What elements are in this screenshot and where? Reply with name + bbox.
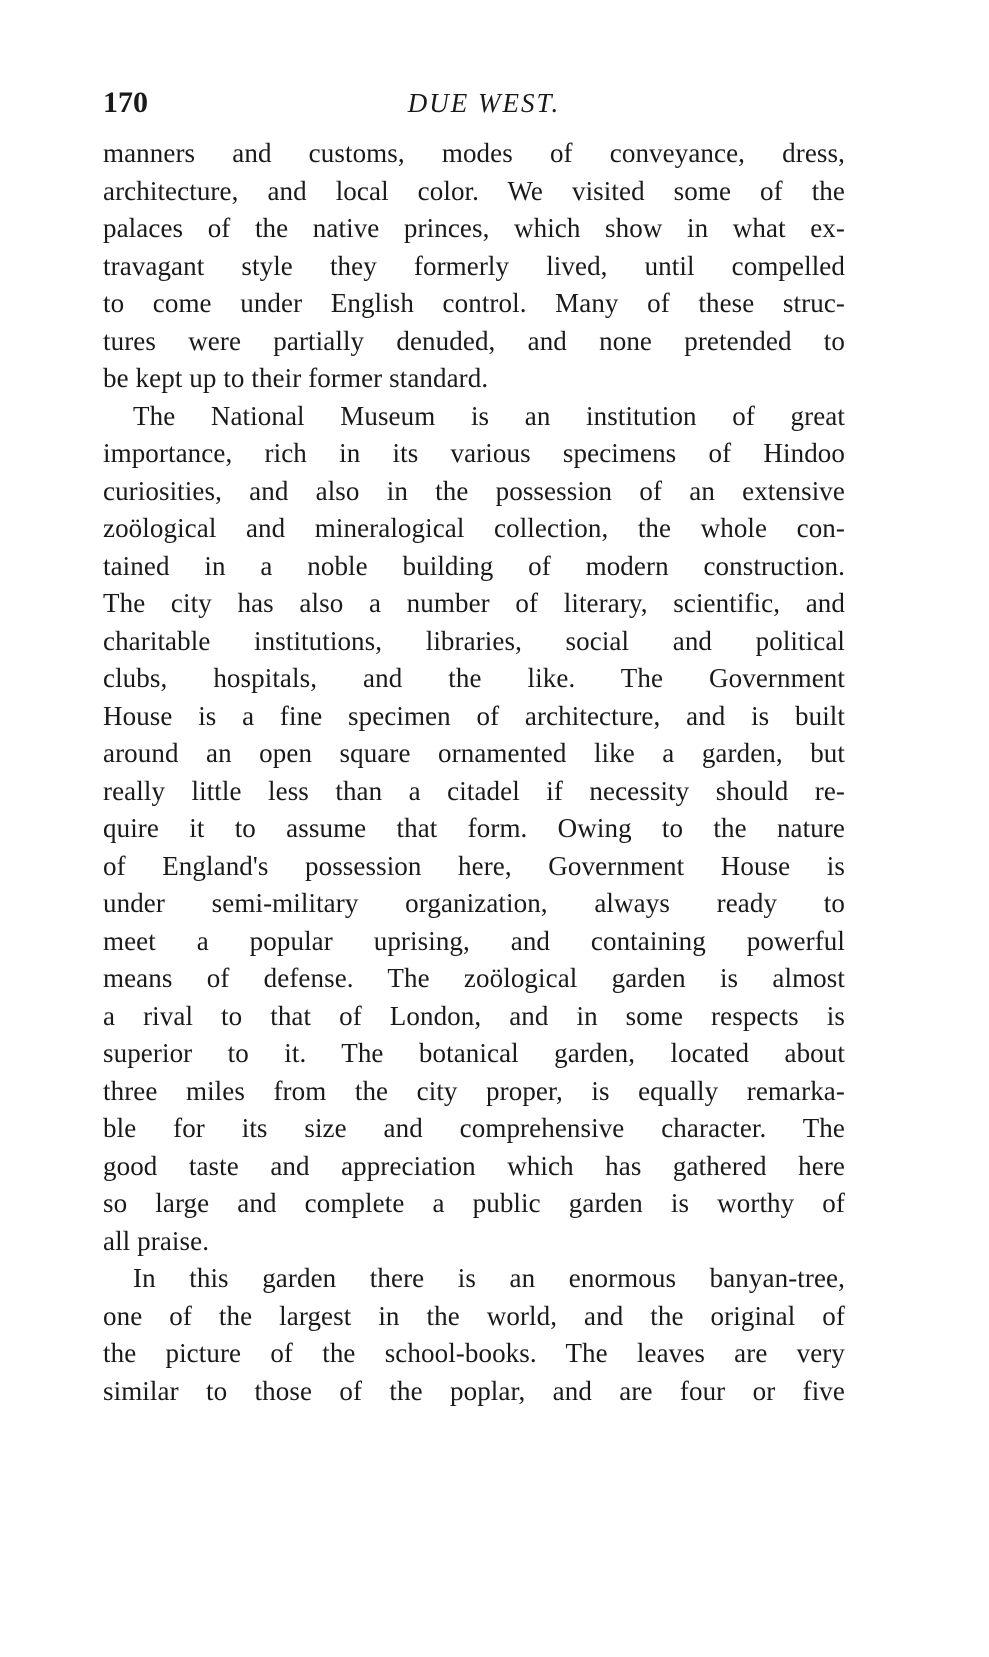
text-line: importance, rich in its various specimens of Hindoo bbox=[103, 438, 845, 468]
text-line: all praise. bbox=[103, 1225, 210, 1256]
text-line: be kept up to their former standard. bbox=[103, 363, 489, 393]
text-line: manners and customs, modes of conveyance, dress, bbox=[103, 138, 845, 168]
page-number: 170 bbox=[103, 86, 148, 119]
text-line: curiosities, and also in the possession of an extensive bbox=[103, 475, 845, 506]
text-line: to come under English control. Many of these struc- bbox=[103, 288, 845, 318]
running-head bbox=[103, 86, 845, 126]
running-title: DUE WEST. bbox=[407, 88, 561, 118]
text-line: The National Museum is an institution of great bbox=[133, 400, 845, 431]
book-page bbox=[103, 86, 845, 1410]
text-line: means of defense. The zoölogical garden is almost bbox=[103, 963, 845, 993]
text-line: superior to it. The botanical garden, located about bbox=[103, 1038, 845, 1068]
text-line: three miles from the city proper, is equally remarka- bbox=[103, 1075, 845, 1106]
text-line: a rival to that of London, and in some respects is bbox=[103, 1000, 845, 1031]
paragraph-3 bbox=[103, 1260, 845, 1410]
text-line: travagant style they formerly lived, until compelled bbox=[103, 250, 845, 281]
text-line: ble for its size and comprehensive character. The bbox=[103, 1113, 845, 1143]
text-line: palaces of the native princes, which show in what ex- bbox=[103, 213, 845, 243]
text-line: zoölogical and mineralogical collection, the whole con- bbox=[103, 513, 845, 543]
text-line: similar to those of the poplar, and are four or five bbox=[103, 1375, 845, 1406]
paragraph-1 bbox=[103, 135, 845, 398]
text-line: good taste and appreciation which has gathered here bbox=[103, 1150, 845, 1181]
text-line: House is a fine specimen of architecture, and is built bbox=[103, 700, 845, 731]
text-line: meet a popular uprising, and containing powerful bbox=[103, 925, 845, 956]
text-line: tures were partially denuded, and none pretended to bbox=[103, 325, 845, 356]
text-line: tained in a noble building of modern construction. bbox=[103, 550, 845, 581]
text-line: charitable institutions, libraries, social and political bbox=[103, 625, 845, 656]
text-line: architecture, and local color. We visited some of the bbox=[103, 175, 845, 206]
text-line: The city has also a number of literary, scientific, and bbox=[103, 588, 845, 618]
text-line: quire it to assume that form. Owing to the nature bbox=[103, 813, 845, 843]
text-line: around an open square ornamented like a garden, but bbox=[103, 738, 845, 768]
paragraph-2 bbox=[103, 398, 845, 1261]
text-line: In this garden there is an enormous banyan-tree, bbox=[133, 1263, 845, 1293]
text-line: one of the largest in the world, and the original of bbox=[103, 1300, 845, 1331]
text-line: under semi-military organization, always ready to bbox=[103, 888, 845, 918]
body-text bbox=[103, 135, 845, 1410]
text-line: clubs, hospitals, and the like. The Government bbox=[103, 663, 845, 693]
text-line: the picture of the school-books. The leaves are very bbox=[103, 1338, 845, 1368]
text-line: so large and complete a public garden is worthy of bbox=[103, 1188, 845, 1218]
text-line: really little less than a citadel if necessity should re- bbox=[103, 775, 845, 806]
text-line: of England's possession here, Government House is bbox=[103, 850, 845, 881]
